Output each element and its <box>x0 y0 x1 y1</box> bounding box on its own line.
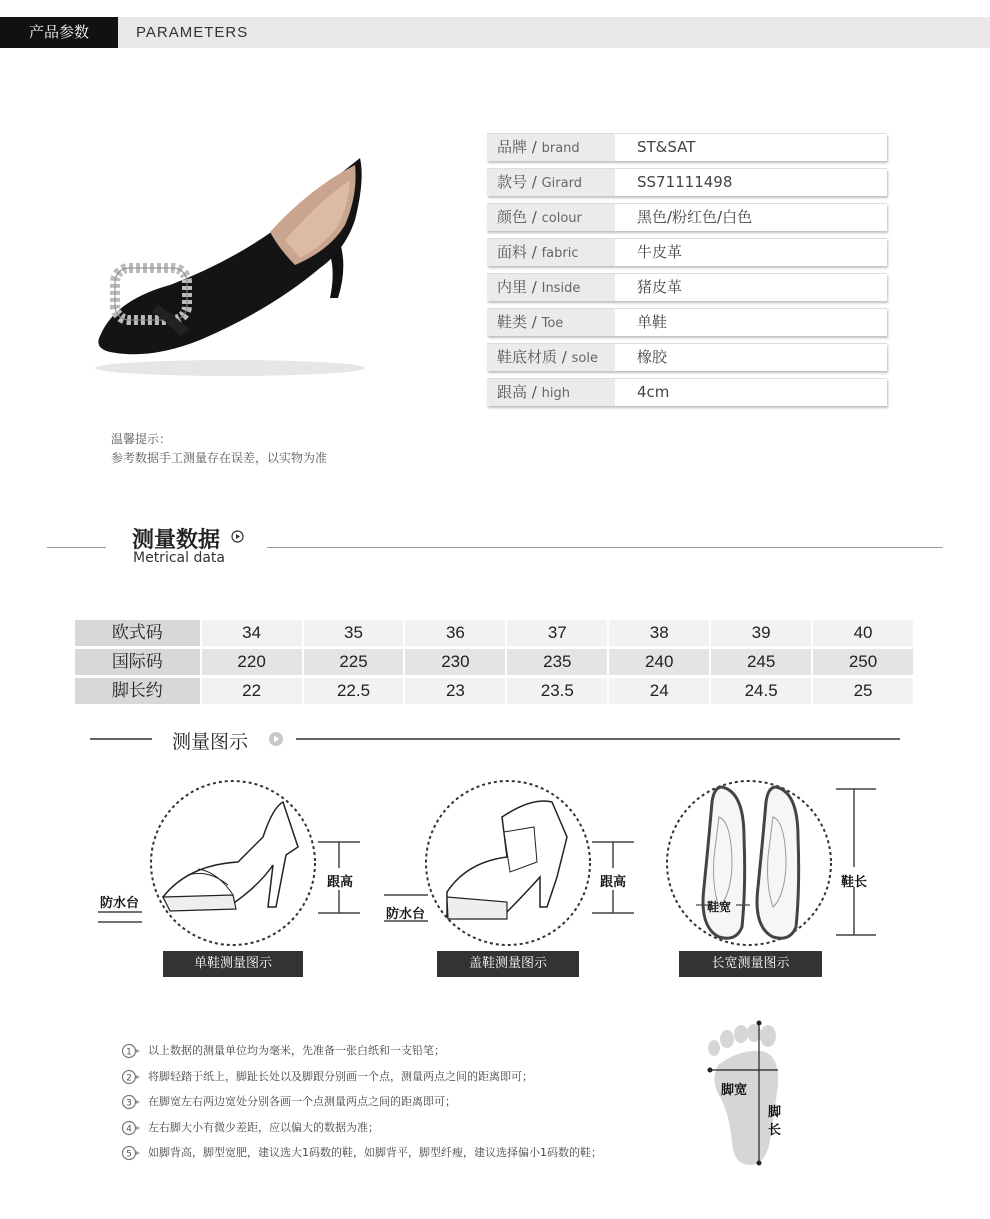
param-label-cn: 内里 <box>497 278 528 296</box>
note-number: 3 <box>126 1098 132 1109</box>
note-text: 将脚轻踏于纸上，脚趾长处以及脚跟分别画一个点，测量两点之间的距离即可； <box>148 1069 533 1083</box>
table-cell: 230 <box>405 649 505 675</box>
param-row-toe <box>487 308 887 336</box>
param-row-heel-height <box>487 378 887 406</box>
param-value: ST&SAT <box>637 138 696 156</box>
tip-note <box>111 430 327 468</box>
table-cell: 24.5 <box>711 678 811 704</box>
param-label-en: high <box>541 386 570 401</box>
param-label: 面料 / fabric <box>487 239 615 266</box>
param-value: 黑色/粉红色/白色 <box>637 208 753 226</box>
table-cell: 25 <box>813 678 913 704</box>
diagrams-title: 测量图示 <box>172 731 249 753</box>
param-label-cn: 面料 <box>497 243 528 261</box>
param-row-fabric <box>487 238 887 266</box>
length-width-diagram <box>664 777 834 949</box>
param-label: 品牌 / brand <box>487 134 615 161</box>
param-value: SS71111498 <box>637 173 733 191</box>
metrical-subtitle: Metrical data <box>133 550 225 566</box>
divider-line <box>47 547 106 548</box>
number-badge-icon <box>121 1144 141 1162</box>
table-cell: 225 <box>304 649 404 675</box>
table-cell: 39 <box>711 620 811 646</box>
param-label-en: fabric <box>541 246 579 261</box>
diagram-caption: 盖鞋测量图示 <box>437 951 579 977</box>
param-value: 4cm <box>637 383 670 401</box>
table-cell: 34 <box>202 620 302 646</box>
param-label-en: Inside <box>541 281 581 296</box>
parameter-table <box>487 133 887 413</box>
heel-height-label: 跟高 <box>327 875 354 890</box>
number-badge-icon <box>121 1068 141 1086</box>
param-label-cn: 品牌 <box>497 138 528 156</box>
tip-text: 参考数据手工测量存在误差，以实物为准 <box>111 451 328 465</box>
foot-width-label: 脚宽 <box>721 1083 748 1098</box>
table-cell: 38 <box>609 620 709 646</box>
param-label-en: colour <box>541 211 582 226</box>
table-cell: 245 <box>711 649 811 675</box>
note-text: 在脚宽左右两边宽处分别各画一个点测量两点之间的距离即可； <box>148 1095 456 1108</box>
metrical-title: 测量数据 <box>132 528 221 553</box>
row-header: 脚长约 <box>75 678 200 704</box>
shoe-product-photo <box>80 140 400 390</box>
param-label-cn: 颜色 <box>497 208 528 226</box>
param-label-en: brand <box>541 141 580 156</box>
divider-line <box>296 738 900 740</box>
tip-title: 温馨提示： <box>111 432 172 446</box>
number-badge-icon <box>121 1042 141 1060</box>
table-cell: 35 <box>304 620 404 646</box>
circle-arrow-icon <box>231 530 244 543</box>
platform-marker <box>384 893 428 923</box>
divider-line <box>267 547 943 548</box>
shoe-width-label: 鞋宽 <box>707 900 732 914</box>
param-value: 猪皮革 <box>637 278 683 296</box>
note-number: 2 <box>126 1073 132 1083</box>
header-bar <box>0 17 990 48</box>
param-label-cn: 跟高 <box>497 383 528 401</box>
note-number: 1 <box>126 1047 132 1058</box>
header-cn-title: 产品参数 <box>0 17 118 48</box>
platform-label: 防水台 <box>386 907 426 922</box>
param-label: 鞋类 / Toe <box>487 309 615 336</box>
param-value: 牛皮革 <box>637 243 683 261</box>
table-cell: 240 <box>609 649 709 675</box>
param-value: 单鞋 <box>637 313 668 331</box>
table-cell: 37 <box>507 620 607 646</box>
note-number: 4 <box>126 1124 132 1134</box>
table-cell: 250 <box>813 649 913 675</box>
param-value: 橡胶 <box>637 348 668 366</box>
row-header: 欧式码 <box>75 620 200 646</box>
param-label: 颜色 / colour <box>487 204 615 231</box>
param-row-inside <box>487 273 887 301</box>
table-row <box>75 678 915 704</box>
shoe-length-label: 鞋长 <box>841 875 868 890</box>
table-cell: 24 <box>609 678 709 704</box>
table-cell: 22 <box>202 678 302 704</box>
param-label: 跟高 / high <box>487 379 615 406</box>
table-row <box>75 620 915 646</box>
platform-label: 防水台 <box>100 896 140 911</box>
param-row-sole <box>487 343 887 371</box>
table-row <box>75 649 915 675</box>
bootie-shoe-diagram <box>422 777 594 949</box>
circle-arrow-icon <box>268 731 284 747</box>
param-row-brand <box>487 133 887 161</box>
size-table <box>75 620 915 707</box>
param-label-cn: 鞋底材质 <box>497 348 558 366</box>
shoe-length-marker <box>834 787 876 937</box>
diagram-caption: 长宽测量图示 <box>679 951 822 977</box>
param-label-cn: 鞋类 <box>497 313 528 331</box>
param-label-cn: 款号 <box>497 173 528 191</box>
divider-line <box>90 738 152 740</box>
note-text: 以上数据的测量单位均为毫米，先准备一张白纸和一支铅笔； <box>148 1044 445 1057</box>
param-label-en: Toe <box>541 316 564 331</box>
diagram-caption: 单鞋测量图示 <box>163 951 303 977</box>
param-row-model <box>487 168 887 196</box>
param-label-en: sole <box>571 351 598 366</box>
table-cell: 40 <box>813 620 913 646</box>
heel-height-label: 跟高 <box>600 875 627 890</box>
pump-shoe-diagram <box>148 777 318 949</box>
table-cell: 22.5 <box>304 678 404 704</box>
table-cell: 23.5 <box>507 678 607 704</box>
platform-marker <box>98 910 142 924</box>
table-cell: 220 <box>202 649 302 675</box>
foot-length-label-top: 脚 <box>768 1105 782 1120</box>
param-label: 款号 / Girard <box>487 169 615 196</box>
param-label: 内里 / Inside <box>487 274 615 301</box>
number-badge-icon <box>121 1119 141 1137</box>
note-text: 左右脚大小有微少差距，应以偏大的数据为准； <box>148 1120 379 1134</box>
table-cell: 36 <box>405 620 505 646</box>
param-label-en: Girard <box>541 176 582 191</box>
param-label: 鞋底材质 / sole <box>487 344 615 371</box>
table-cell: 235 <box>507 649 607 675</box>
note-text: 如脚背高，脚型宽肥，建议选大1码数的鞋，如脚背平，脚型纤瘦，建议选择偏小1码数的鞋； <box>148 1146 602 1159</box>
param-row-colour <box>487 203 887 231</box>
row-header: 国际码 <box>75 649 200 675</box>
table-cell: 23 <box>405 678 505 704</box>
header-en-title: PARAMETERS <box>136 24 249 41</box>
foot-measurement-diagram <box>700 1015 800 1175</box>
number-badge-icon <box>121 1093 141 1111</box>
foot-length-label-bottom: 长 <box>768 1123 782 1138</box>
note-number: 5 <box>126 1149 132 1160</box>
